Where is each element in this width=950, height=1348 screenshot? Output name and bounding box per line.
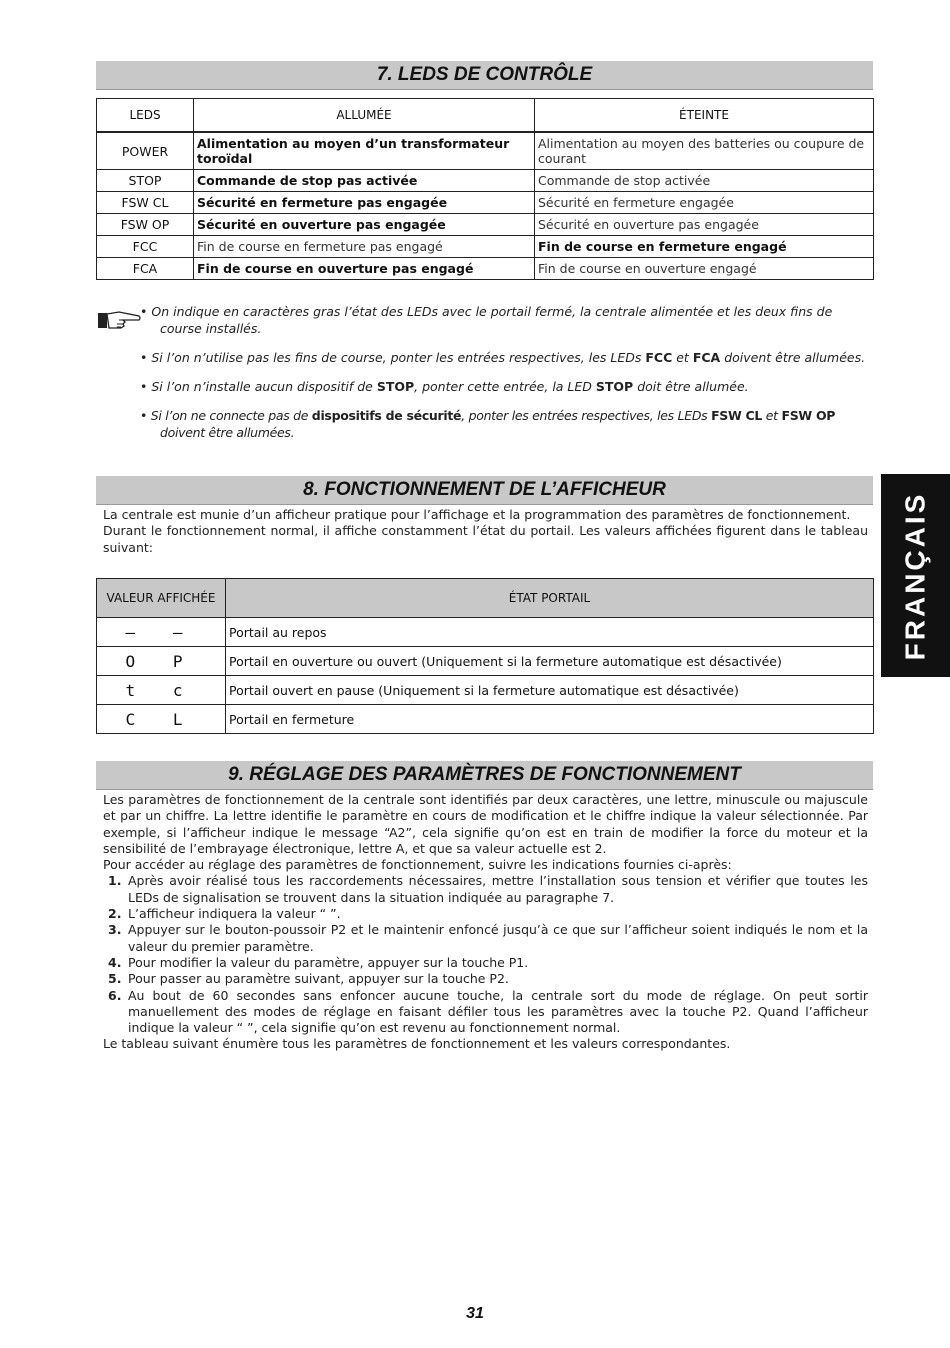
note-4-text: et (765, 408, 778, 423)
note-1: • On indique en caractères gras l’état des LEDs avec le portail fermé, la centrale alimentée et les deux fins de course installés. (140, 304, 833, 336)
led-name: FCA (97, 258, 194, 280)
note-2-text: et (676, 350, 689, 365)
led-off-state: Sécurité en fermeture engagée (535, 192, 874, 214)
section-8-title: 8. FONCTIONNEMENT DE L’AFFICHEUR (303, 479, 666, 500)
note-4-bold: FSW OP (781, 408, 836, 423)
section-9-title: 9. RÉGLAGE DES PARAMÈTRES DE FONCTIONNEMENT (228, 764, 741, 785)
note-3-text: , ponter cette entrée, la LED (414, 379, 592, 394)
list-item (103, 873, 868, 906)
table-row (97, 618, 874, 647)
led-name: POWER (97, 132, 194, 170)
step-text: Au bout de 60 secondes sans enfoncer aucune touche, la centrale sort du mode de réglage. On peut sortir manuellement des modes de réglage en faisant défiler tous les paramètres avec la touche P2. Quand l’afficheur indique la valeur “ ”, cela signifie qu’on est revenu au fonctionnement normal. (128, 987, 868, 1036)
note-4-text: Si l’on ne connecte pas de (150, 408, 309, 423)
display-values-table (96, 578, 874, 734)
section-9-body (103, 792, 868, 1053)
table-row (97, 705, 874, 734)
display-code: t c (97, 676, 226, 705)
display-code: C L (97, 705, 226, 734)
led-name: FSW OP (97, 214, 194, 236)
section-9-paragraph: Pour accéder au réglage des paramètres de fonctionnement, suivre les indications fournies ci-après: (103, 857, 732, 873)
note-3-bold: STOP (595, 379, 634, 394)
list-item (103, 906, 868, 922)
section-7-title-bar (96, 61, 873, 90)
col-header-on: ALLUMÉE (194, 99, 535, 133)
list-item (103, 988, 868, 1037)
list-item (103, 955, 868, 971)
page-number: 31 (466, 1305, 484, 1322)
col-header-state: ÉTAT PORTAIL (226, 579, 874, 618)
led-name: STOP (97, 170, 194, 192)
step-text: Pour passer au paramètre suivant, appuyer sur la touche P2. (128, 971, 509, 987)
note-4-bold: dispositifs de sécurité (311, 408, 462, 423)
note-4-text: , ponter les entrées respectives, les LEDs (461, 408, 708, 423)
led-name: FSW CL (97, 192, 194, 214)
section-8-paragraph: Durant le fonctionnement normal, il affiche constamment l’état du portail. Les valeurs affichées figurent dans le tableau suivant: (103, 523, 868, 555)
notes-block (140, 303, 868, 441)
table-row (97, 192, 874, 214)
step-number: 6. (108, 987, 122, 1003)
table-row (97, 676, 874, 705)
step-text: Pour modifier la valeur du paramètre, appuyer sur la touche P1. (128, 954, 529, 970)
step-number: 5. (108, 971, 122, 987)
led-off-state: Fin de course en fermeture engagé (535, 236, 874, 258)
gate-state: Portail en fermeture (226, 705, 874, 734)
led-on-state: Fin de course en fermeture pas engagé (194, 236, 535, 258)
section-8-intro (103, 507, 868, 556)
step-number: 3. (108, 922, 122, 938)
display-code: O P (97, 647, 226, 676)
col-header-off: ÉTEINTE (535, 99, 874, 133)
col-header-value: VALEUR AFFICHÉE (97, 579, 226, 618)
step-text: Après avoir réalisé tous les raccordements nécessaires, mettre l’installation sous tension et vérifier que toutes les LEDs de signalisation se trouvent dans la situation indiquée au paragraphe 7. (128, 873, 868, 905)
section-8-title-bar (96, 476, 873, 505)
step-number: 2. (108, 906, 122, 922)
table-row (97, 214, 874, 236)
note-4-bold: FSW CL (711, 408, 763, 423)
note-3-text: doit être allumée. (637, 379, 749, 394)
gate-state: Portail au repos (226, 618, 874, 647)
pointing-hand-icon (97, 308, 141, 332)
language-tab (881, 474, 950, 677)
note-1-text: On indique en caractères gras l’état des LEDs avec le portail fermé, la centrale alimentée et les deux fins de course installés. (151, 304, 833, 336)
led-name: FCC (97, 236, 194, 258)
table-header-row (97, 99, 874, 133)
section-9-title-bar (96, 761, 873, 790)
step-text: L’afficheur indiquera la valeur “ ”. (128, 906, 341, 922)
display-code: – – (97, 618, 226, 647)
language-label: FRANÇAIS (899, 491, 931, 660)
note-3-text: Si l’on n’installe aucun dispositif de (151, 379, 373, 394)
step-number: 4. (108, 954, 122, 970)
led-on-state: Sécurité en fermeture pas engagée (194, 192, 535, 214)
gate-state: Portail ouvert en pause (Uniquement si la fermeture automatique est désactivée) (226, 676, 874, 705)
list-item (103, 971, 868, 987)
led-on-state: Sécurité en ouverture pas engagée (194, 214, 535, 236)
led-on-state: Alimentation au moyen d’un transformateur toroïdal (194, 132, 535, 170)
note-2-bold: FCA (692, 350, 721, 365)
leds-table (96, 98, 874, 280)
table-row (97, 170, 874, 192)
step-number: 1. (108, 873, 122, 889)
col-header-leds: LEDS (97, 99, 194, 133)
led-off-state: Fin de course en ouverture engagé (535, 258, 874, 280)
table-header-row (97, 579, 874, 618)
section-8-paragraph: La centrale est munie d’un afficheur pratique pour l’affichage et la programmation des paramètres de fonctionnement. (103, 507, 851, 522)
note-2-text: Si l’on n’utilise pas les fins de course, ponter les entrées respectives, les LEDs (151, 350, 642, 365)
step-text: Appuyer sur le bouton-poussoir P2 et le maintenir enfoncé jusqu’à ce que sur l’afficheur soient indiqués le nom et la valeur du premier paramètre. (128, 922, 868, 954)
section-9-paragraph: Les paramètres de fonctionnement de la centrale sont identifiés par deux caractères, une lettre, minuscule ou majuscule et par un chiffre. La lettre identifie le paramètre en cours de modification et le chiffre indique la valeur sélectionnée. Par exemple, si l’afficheur indique le message “A2”, cela signifie qu’on est en train de modifier la force du moteur et la sensibilité de l’embrayage électronique, lettre A, et que sa valeur actuelle est 2. (103, 792, 868, 856)
table-row (97, 258, 874, 280)
note-2-text: doivent être allumées. (724, 350, 866, 365)
section-7-title: 7. LEDS DE CONTRÔLE (376, 64, 593, 85)
led-off-state: Alimentation au moyen des batteries ou coupure de courant (535, 132, 874, 170)
led-on-state: Commande de stop pas activée (194, 170, 535, 192)
led-off-state: Commande de stop activée (535, 170, 874, 192)
table-row (97, 647, 874, 676)
note-2: • Si l’on n’utilise pas les fins de course, ponter les entrées respectives, les LEDs FCC et FCA doivent être allumées. (140, 350, 866, 365)
note-3: • Si l’on n’installe aucun dispositif de STOP, ponter cette entrée, la LED STOP doit être allumée. (140, 379, 749, 394)
section-9-paragraph: Le tableau suivant énumère tous les paramètres de fonctionnement et les valeurs correspondantes. (103, 1036, 731, 1052)
note-3-bold: STOP (376, 379, 415, 394)
led-on-state: Fin de course en ouverture pas engagé (194, 258, 535, 280)
list-item (103, 922, 868, 955)
table-row (97, 132, 874, 170)
note-4: • Si l’on ne connecte pas de dispositifs de sécurité, ponter les entrées respectives, les LEDs FSW CL et FSW OP doivent être allumées. (140, 408, 836, 440)
led-off-state: Sécurité en ouverture pas engagée (535, 214, 874, 236)
note-4-text: doivent être allumées. (160, 425, 295, 440)
gate-state: Portail en ouverture ou ouvert (Uniquement si la fermeture automatique est désactivée) (226, 647, 874, 676)
table-row (97, 236, 874, 258)
note-2-bold: FCC (645, 350, 673, 365)
